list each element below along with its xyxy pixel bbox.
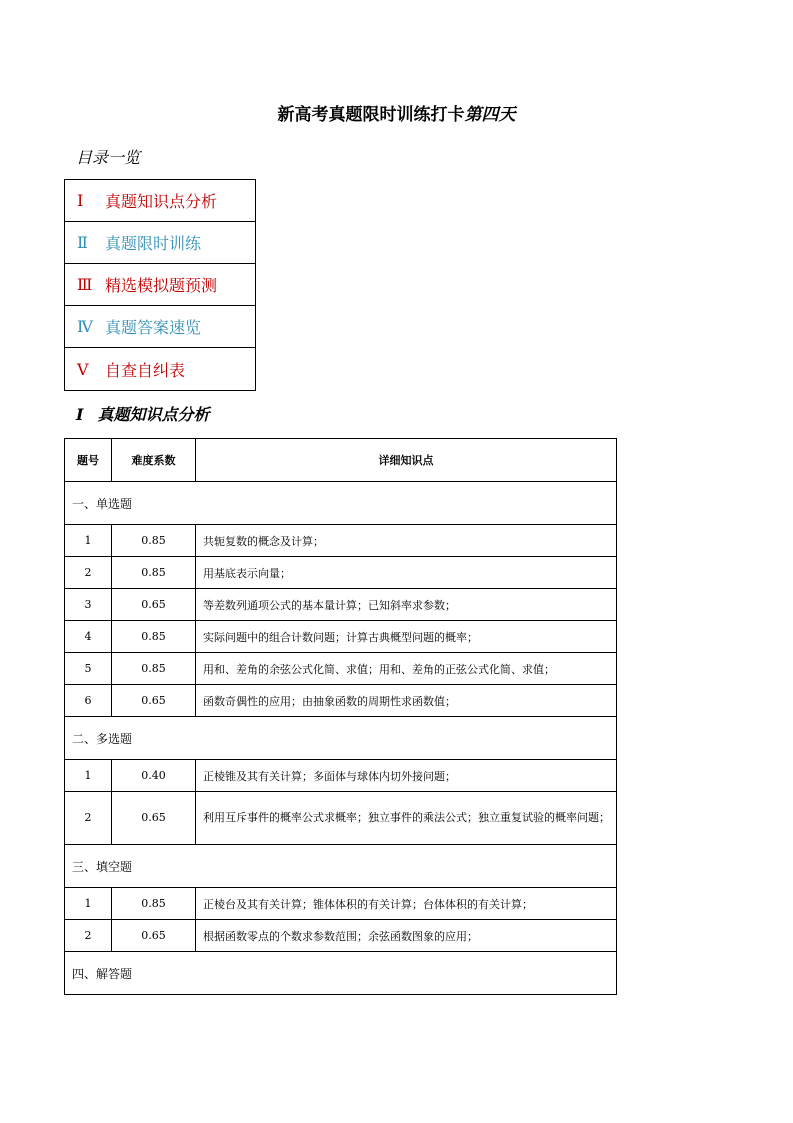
cell-kp: 共轭复数的概念及计算； (196, 525, 617, 557)
cell-diff: 0.65 (112, 589, 196, 621)
section-num: Ⅰ (76, 405, 84, 424)
section-title: 真题知识点分析 (97, 405, 210, 424)
cell-no: 1 (65, 525, 112, 557)
toc-item-2[interactable] (65, 222, 255, 264)
toc-item-num: Ⅱ (77, 233, 88, 252)
group-row (65, 952, 617, 995)
page-title (0, 103, 793, 127)
title-day: 第四天 (464, 105, 516, 125)
cell-no: 3 (65, 589, 112, 621)
cell-kp: 用和、差角的余弦公式化简、求值；用和、差角的正弦公式化简、求值； (196, 653, 617, 685)
group-name: 二、多选题 (65, 717, 617, 760)
section-heading (76, 404, 210, 426)
table-row (65, 525, 617, 557)
knowledge-table (64, 438, 617, 995)
toc-item-1[interactable] (65, 180, 255, 222)
table-row (65, 557, 617, 589)
cell-no: 4 (65, 621, 112, 653)
cell-no: 6 (65, 685, 112, 717)
toc-item-label: 自查自纠表 (105, 360, 186, 380)
toc-item-num: Ⅰ (77, 191, 84, 210)
table-row (65, 685, 617, 717)
table-row (65, 792, 617, 845)
group-row (65, 845, 617, 888)
header-no: 题号 (65, 439, 112, 482)
toc-heading: 目录一览 (76, 148, 141, 167)
cell-no: 1 (65, 760, 112, 792)
group-name: 三、填空题 (65, 845, 617, 888)
cell-kp: 等差数列通项公式的基本量计算；已知斜率求参数； (196, 589, 617, 621)
group-row (65, 717, 617, 760)
toc-item-4[interactable] (65, 306, 255, 348)
group-name: 一、单选题 (65, 482, 617, 525)
cell-kp: 正棱台及其有关计算；锥体体积的有关计算；台体体积的有关计算； (196, 888, 617, 920)
cell-diff: 0.65 (112, 792, 196, 845)
toc-item-label: 精选模拟题预测 (105, 276, 218, 295)
cell-kp: 利用互斥事件的概率公式求概率；独立事件的乘法公式；独立重复试验的概率问题； (196, 792, 617, 845)
cell-kp: 实际问题中的组合计数问题；计算古典概型问题的概率； (196, 621, 617, 653)
toc-item-num: Ⅲ (77, 275, 93, 294)
cell-diff: 0.85 (112, 888, 196, 920)
cell-no: 2 (65, 920, 112, 952)
cell-no: 2 (65, 792, 112, 845)
group-row (65, 482, 617, 525)
table-row (65, 589, 617, 621)
cell-kp: 用基底表示向量； (196, 557, 617, 589)
table-row (65, 760, 617, 792)
toc-item-5[interactable] (65, 348, 255, 390)
table-row (65, 888, 617, 920)
cell-kp: 根据函数零点的个数求参数范围；余弦函数图象的应用； (196, 920, 617, 952)
cell-diff: 0.85 (112, 525, 196, 557)
cell-kp: 函数奇偶性的应用；由抽象函数的周期性求函数值； (196, 685, 617, 717)
cell-diff: 0.85 (112, 621, 196, 653)
toc-item-label: 真题答案速览 (105, 318, 202, 337)
table-row (65, 920, 617, 952)
table-row (65, 653, 617, 685)
cell-no: 2 (65, 557, 112, 589)
cell-diff: 0.85 (112, 653, 196, 685)
group-name: 四、解答题 (65, 952, 617, 995)
toc-item-label: 真题限时训练 (105, 234, 202, 253)
cell-diff: 0.85 (112, 557, 196, 589)
toc-item-3[interactable] (65, 264, 255, 306)
cell-kp: 正棱锥及其有关计算；多面体与球体内切外接问题； (196, 760, 617, 792)
title-main: 新高考真题限时训练打卡 (277, 105, 465, 125)
cell-no: 5 (65, 653, 112, 685)
header-kp: 详细知识点 (196, 439, 617, 482)
toc-item-label: 真题知识点分析 (105, 192, 218, 211)
cell-diff: 0.65 (112, 920, 196, 952)
cell-diff: 0.65 (112, 685, 196, 717)
cell-no: 1 (65, 888, 112, 920)
toc-item-num: Ⅴ (77, 359, 89, 379)
table-row (65, 621, 617, 653)
toc-item-num: Ⅳ (77, 317, 93, 336)
cell-diff: 0.40 (112, 760, 196, 792)
header-diff: 难度系数 (112, 439, 196, 482)
table-header-row (65, 439, 617, 482)
toc-box (64, 179, 256, 391)
